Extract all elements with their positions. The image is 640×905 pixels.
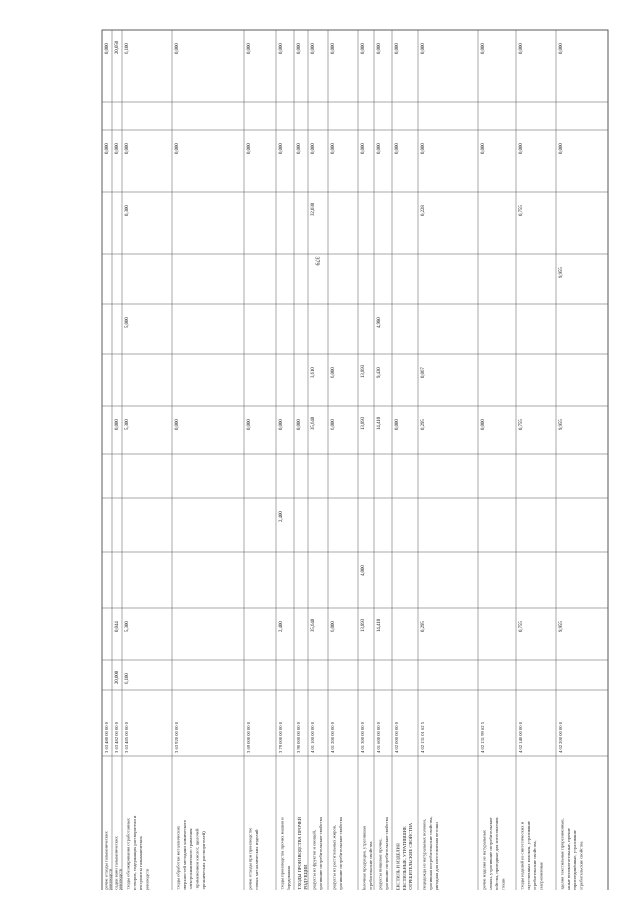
value-cell: 13,893 bbox=[361, 364, 367, 378]
fkko-code: 4 02 131 01 62 5 bbox=[420, 721, 426, 753]
waste-name-line: потребительские свойства bbox=[578, 841, 584, 890]
value-cell: 0,000 bbox=[105, 43, 111, 54]
waste-name-line: готовых металлических изделий bbox=[253, 829, 259, 890]
waste-name-line: свойства, пригодные для изготовления bbox=[494, 817, 500, 890]
value-cell: 0,000 bbox=[361, 143, 367, 154]
waste-name-line: и электрохимического травления bbox=[188, 828, 194, 890]
waste-name-line: Отходы обезжиривания отработанных bbox=[125, 818, 131, 890]
table-row bbox=[518, 30, 556, 890]
waste-name-line: Спецодежда из натуральных волокон, bbox=[421, 819, 427, 890]
waste-name-line: Молочная продукция, утратившая bbox=[361, 826, 367, 890]
waste-name-line: утратившие потребительские свойства bbox=[383, 817, 389, 890]
value-cell: 0,000 bbox=[297, 143, 303, 154]
value-cell: 6,000 bbox=[331, 419, 337, 430]
table-frame bbox=[102, 30, 608, 890]
value-cell: 0,000 bbox=[331, 43, 337, 54]
fkko-code: 3 63 482 00 00 0 bbox=[114, 721, 120, 753]
value-cell: 0,000 bbox=[125, 143, 131, 154]
value-cell: 0,755 bbox=[519, 205, 525, 216]
waste-name-line: производств bbox=[144, 868, 150, 890]
fkko-code: 3 69 000 00 00 0 bbox=[246, 721, 252, 753]
fkko-code: 4 01 600 00 00 0 bbox=[376, 721, 382, 753]
table-row bbox=[246, 30, 276, 890]
value-cell: 0,000 bbox=[395, 419, 401, 430]
value-cell: 0,000 bbox=[247, 43, 253, 54]
value-cell: 0,067 bbox=[421, 367, 427, 378]
value-cell: 0,000 bbox=[115, 419, 121, 430]
fkko-code: 4 02 200 00 00 0 bbox=[558, 721, 564, 753]
table-row bbox=[394, 30, 418, 890]
waste-name-line: Отходы изделий из синтетических и bbox=[519, 821, 525, 890]
value-cell: 0,000 bbox=[559, 143, 565, 154]
page-number: 379 bbox=[313, 256, 320, 266]
waste-table bbox=[92, 22, 622, 890]
waste-name-line: ОТХОДЫ ПРОИЗВОДСТВА ПРОЧЕЙ bbox=[297, 816, 303, 890]
waste-name-line: растворов, содержащих растворители и bbox=[131, 815, 137, 890]
value-cell: 9,430 bbox=[377, 367, 383, 378]
value-cell: 20,050 bbox=[115, 40, 121, 54]
value-cell: 0,300 bbox=[125, 205, 131, 216]
waste-name-line: утратившая потребительские свойства, bbox=[427, 816, 433, 890]
value-cell: 5,300 bbox=[125, 621, 131, 632]
value-cell: 0,000 bbox=[331, 143, 337, 154]
value-cell: 0,000 bbox=[559, 43, 565, 54]
value-cell: 4,980 bbox=[377, 317, 383, 328]
value-cell: 0,000 bbox=[105, 143, 111, 154]
waste-name-line: Прочие отходы гальванических bbox=[103, 831, 109, 890]
value-cell: 6,100 bbox=[125, 43, 131, 54]
waste-name-line: волокон, утратившие потребительские bbox=[487, 817, 493, 890]
fkko-code: 4 01 200 00 00 0 bbox=[330, 721, 336, 753]
waste-name-line: Продукты из фруктов и овощей, bbox=[311, 829, 317, 890]
value-cell: 5,300 bbox=[125, 419, 131, 430]
waste-name-line: ТЕКСТИЛЬНЫЕ, УТРАТИВШИЕ bbox=[401, 826, 407, 890]
waste-name-line: Осадки ванн гальванических bbox=[113, 836, 119, 890]
waste-name-line: Прочие отходы при производстве bbox=[247, 827, 253, 890]
value-cell: 35,640 bbox=[311, 618, 317, 632]
value-cell: 4,000 bbox=[361, 565, 367, 576]
waste-name-line: Продукты из растительных жиров, bbox=[331, 824, 337, 890]
value-cell: 0,000 bbox=[297, 43, 303, 54]
value-cell: 0,000 bbox=[279, 43, 285, 54]
table-row bbox=[124, 30, 172, 890]
waste-name-line: электролиты гальванических bbox=[138, 836, 144, 890]
value-cell: 0,000 bbox=[279, 143, 285, 154]
fkko-code: 4 01 300 00 00 0 bbox=[360, 721, 366, 753]
waste-name-line: Прочие изделия из натуральных bbox=[481, 830, 487, 890]
value-cell: 0,755 bbox=[519, 621, 525, 632]
value-cell: 0,000 bbox=[175, 43, 181, 54]
waste-name-line: оборудования bbox=[285, 866, 291, 890]
value-cell: 2,400 bbox=[279, 621, 285, 632]
value-cell: 0,044 bbox=[115, 621, 121, 632]
waste-name-line: тканые вспомогательные, прочие bbox=[565, 828, 571, 890]
value-cell: 6,100 bbox=[125, 673, 131, 684]
fkko-code: 4 02 000 00 00 0 bbox=[394, 721, 400, 753]
table-row bbox=[376, 30, 392, 890]
value-cell: 0,000 bbox=[481, 419, 487, 430]
value-cell: 0,000 bbox=[115, 143, 121, 154]
waste-name-line: производств bbox=[107, 868, 113, 890]
value-cell: 0,000 bbox=[279, 419, 285, 430]
waste-name-line: (с применением кислот, щелочей bbox=[194, 828, 200, 890]
waste-name-line: пригодная для изготовления ветоши bbox=[434, 822, 440, 890]
waste-name-line: производств bbox=[117, 868, 123, 890]
value-cell: 6,000 bbox=[331, 621, 337, 632]
value-cell: 0,228 bbox=[421, 205, 427, 216]
value-cell: 20,000 bbox=[115, 670, 121, 684]
value-cell: 9,955 bbox=[559, 621, 565, 632]
value-cell: 0,000 bbox=[297, 419, 303, 430]
waste-name-line: Отходы обработки металлических bbox=[175, 825, 181, 890]
value-cell: 14,410 bbox=[377, 618, 383, 632]
table-row bbox=[174, 30, 244, 890]
waste-name-line: и органических растворителей) bbox=[201, 831, 207, 890]
fkko-code: 3 79 000 00 00 0 bbox=[278, 721, 284, 753]
waste-name-line: Изделия текстильные прорезиненные, bbox=[559, 818, 565, 890]
table-row bbox=[420, 30, 478, 890]
value-cell: 2,400 bbox=[279, 511, 285, 522]
value-cell: 0,295 bbox=[421, 419, 427, 430]
value-cell: 35,640 bbox=[311, 416, 317, 430]
value-cell: 0,000 bbox=[421, 43, 427, 54]
fkko-code: 4 02 131 99 62 5 bbox=[480, 721, 486, 753]
value-cell: 0,000 bbox=[175, 419, 181, 430]
value-cell: 0,295 bbox=[421, 621, 427, 632]
value-cell: 0,000 bbox=[311, 43, 317, 54]
waste-name-line: поверхностей методами химического bbox=[181, 819, 187, 890]
value-cell: 0,000 bbox=[395, 143, 401, 154]
table-row bbox=[278, 30, 294, 890]
waste-name-line: потребительские свойства, bbox=[532, 840, 538, 890]
value-cell: 0,755 bbox=[519, 419, 525, 430]
fkko-code: 3 63 920 00 00 0 bbox=[174, 721, 180, 753]
value-cell: 0,000 bbox=[311, 143, 317, 154]
table-row bbox=[103, 30, 112, 890]
value-cell: 0,000 bbox=[519, 43, 525, 54]
value-cell: 13,893 bbox=[361, 416, 367, 430]
fkko-code: 3 63 480 00 00 0 bbox=[104, 721, 110, 753]
value-cell: 0,000 bbox=[377, 143, 383, 154]
value-cell: 0,000 bbox=[395, 43, 401, 54]
value-cell: 14,410 bbox=[377, 416, 383, 430]
fkko-code: 4 01 100 00 00 0 bbox=[310, 721, 316, 753]
table-row bbox=[330, 30, 358, 890]
waste-name-line: ПРОДУКЦИИ bbox=[303, 864, 309, 890]
value-cell: 0,000 bbox=[519, 143, 525, 154]
table-row bbox=[113, 30, 122, 890]
value-cell: 0,000 bbox=[481, 143, 487, 154]
value-cell: 9,955 bbox=[559, 419, 565, 430]
value-cell: 9,955 bbox=[559, 267, 565, 278]
table-grid bbox=[92, 22, 622, 890]
waste-name-line: незагрязненные bbox=[538, 861, 544, 890]
waste-name-line: ветоши bbox=[500, 878, 506, 890]
table-row bbox=[480, 30, 516, 890]
waste-name-line: неприсоединённые, утратившие bbox=[572, 830, 578, 890]
waste-name-line: ПОТРЕБИТЕЛЬСКИЕ СВОЙСТВА bbox=[408, 822, 414, 890]
table-row bbox=[296, 30, 308, 890]
value-cell: 3,610 bbox=[311, 367, 317, 378]
value-cell: 6,000 bbox=[331, 367, 337, 378]
fkko-code: 3 63 485 00 00 0 bbox=[124, 721, 130, 753]
table-row bbox=[360, 30, 374, 890]
value-cell: 0,000 bbox=[421, 143, 427, 154]
waste-name-line: потребительские свойства bbox=[367, 841, 373, 890]
table-row bbox=[558, 30, 608, 890]
value-cell: 0,000 bbox=[377, 43, 383, 54]
value-cell: 32,030 bbox=[311, 202, 317, 216]
value-cell: 0,000 bbox=[247, 419, 253, 430]
waste-name-line: искусственных волокон, утратившие bbox=[525, 821, 531, 890]
fkko-code: 4 02 140 00 00 0 bbox=[518, 721, 524, 753]
value-cell: 0,000 bbox=[175, 143, 181, 154]
value-cell: 0,000 bbox=[361, 43, 367, 54]
waste-name-line: ТЕКСТИЛЬ И ИЗДЕЛИЯ bbox=[395, 843, 401, 890]
value-cell: 13,893 bbox=[361, 618, 367, 632]
value-cell: 0,000 bbox=[247, 143, 253, 154]
waste-name-line: Отходы производства прочих машин и bbox=[279, 817, 285, 890]
fkko-code: 3 90 000 00 00 0 bbox=[296, 721, 302, 753]
table-row bbox=[310, 30, 328, 890]
waste-name-line: Продукты пищевые прочие, bbox=[377, 838, 383, 890]
value-cell: 0,000 bbox=[481, 43, 487, 54]
waste-name-line: утратившие потребительские свойства bbox=[337, 817, 343, 890]
value-cell: 5,000 bbox=[125, 317, 131, 328]
waste-name-line: утратившие потребительские свойства bbox=[317, 817, 323, 890]
